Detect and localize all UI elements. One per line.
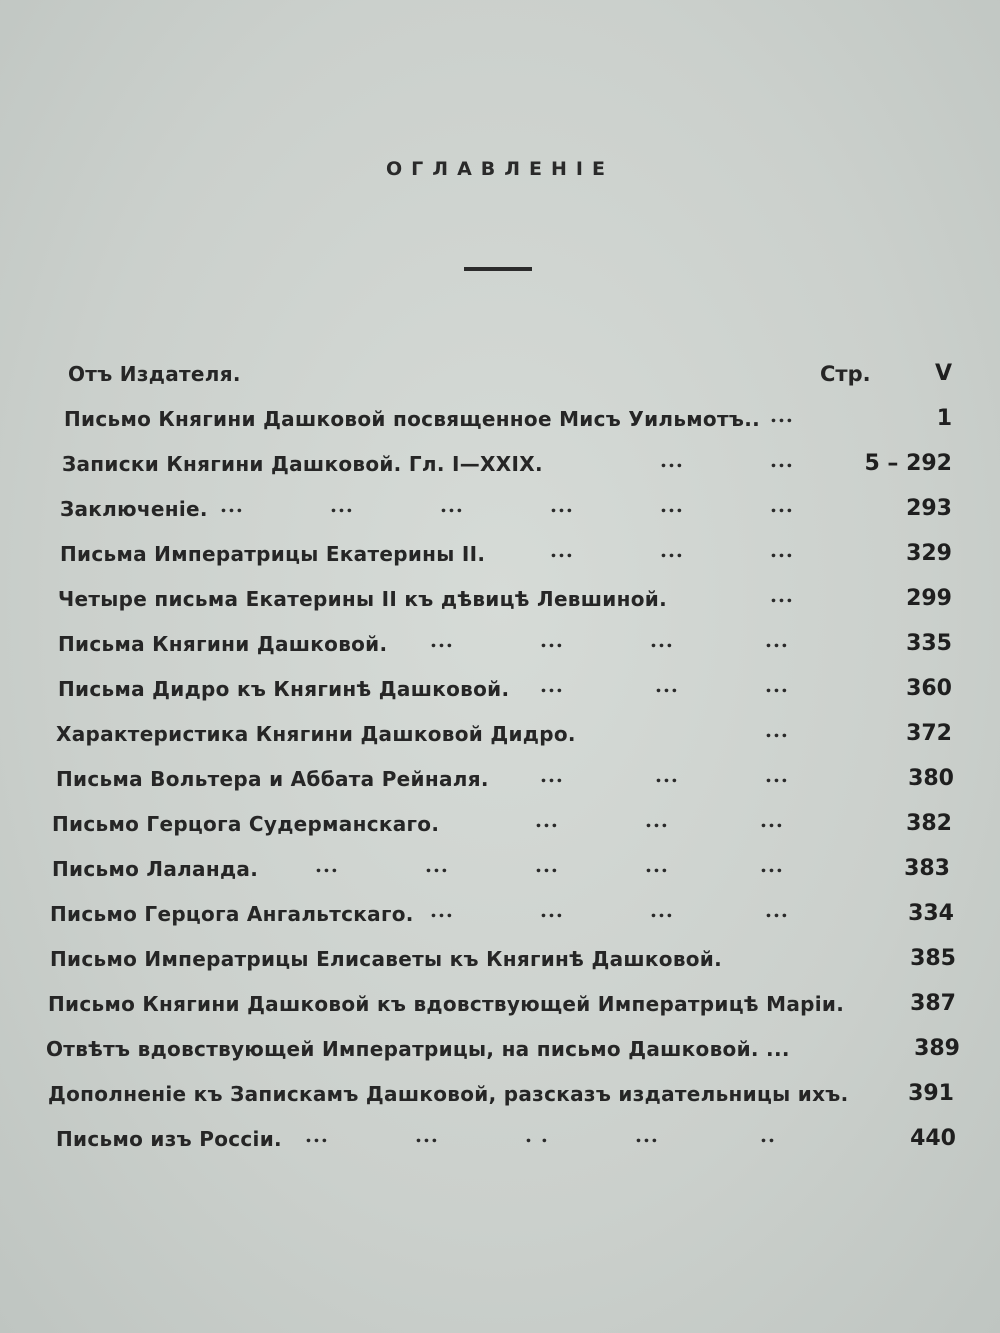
dot-leader: ...	[660, 538, 684, 562]
toc-entry-title: Записки Княгини Дашковой. Гл. I—XXIX.	[62, 452, 543, 476]
page-heading: ОГЛАВЛЕНІЕ	[386, 158, 614, 180]
dot-leader: ...	[660, 493, 684, 517]
toc-entry-page: 382	[906, 811, 952, 836]
toc-entry-page: 389	[914, 1036, 960, 1061]
dot-leader: ...	[540, 673, 564, 697]
dot-leader: ...	[770, 448, 794, 472]
dot-leader: ...	[650, 898, 674, 922]
dot-leader: ...	[765, 673, 789, 697]
dot-leader: ...	[645, 853, 669, 877]
dot-leader: ...	[425, 853, 449, 877]
toc-entry-title: Письма Императрицы Екатерины II.	[60, 542, 486, 566]
table-of-contents	[0, 352, 1000, 1172]
dot-leader: ...	[635, 1123, 659, 1147]
dot-leader: ...	[770, 493, 794, 517]
toc-row	[0, 624, 1000, 664]
toc-entry-title: Письмо Княгини Дашковой посвященное Мисъ Уильмотъ..	[64, 407, 760, 431]
dot-leader: ...	[765, 628, 789, 652]
dot-leader: ...	[540, 628, 564, 652]
toc-row	[0, 1029, 1000, 1069]
toc-entry-page: 299	[906, 586, 952, 611]
toc-row	[0, 444, 1000, 484]
dot-leader: . .	[525, 1123, 549, 1147]
toc-entry-page: 334	[908, 901, 954, 926]
dot-leader: ...	[535, 808, 559, 832]
toc-row	[0, 579, 1000, 619]
toc-entry-page: 329	[906, 541, 952, 566]
toc-entry-title: Характеристика Княгини Дашковой Дидро.	[56, 722, 576, 746]
toc-row	[0, 669, 1000, 709]
heading-rule	[464, 267, 532, 271]
toc-entry-page: 387	[910, 991, 956, 1016]
dot-leader: ...	[660, 448, 684, 472]
toc-entry-page: 293	[906, 496, 952, 521]
toc-entry-title: Четыре письма Екатерины II къ дѣвицѣ Левшиной.	[58, 587, 667, 611]
toc-row	[0, 804, 1000, 844]
dot-leader: ...	[550, 538, 574, 562]
dot-leader: ...	[540, 898, 564, 922]
toc-entry-page: 383	[904, 856, 950, 881]
dot-leader: ...	[330, 493, 354, 517]
dot-leader: ...	[305, 1123, 329, 1147]
dot-leader: ...	[315, 853, 339, 877]
toc-entry-page: 372	[906, 721, 952, 746]
toc-row	[0, 759, 1000, 799]
dot-leader: ...	[415, 1123, 439, 1147]
toc-row	[0, 894, 1000, 934]
toc-row	[0, 849, 1000, 889]
dot-leader: ...	[765, 898, 789, 922]
toc-entry-title: Дополненіе къ Запискамъ Дашковой, разсказъ издательницы ихъ.	[48, 1082, 849, 1106]
toc-entry-page: 5 – 292	[864, 451, 952, 476]
dot-leader: ...	[770, 583, 794, 607]
toc-entry-page: 380	[908, 766, 954, 791]
toc-entry-page: 440	[910, 1126, 956, 1151]
toc-entry-title: Письма Княгини Дашковой.	[58, 632, 388, 656]
dot-leader: ...	[535, 853, 559, 877]
dot-leader: ...	[760, 808, 784, 832]
toc-entry-page: 335	[906, 631, 952, 656]
toc-entry-title: Отъ Издателя.	[68, 362, 241, 386]
dot-leader: ...	[655, 763, 679, 787]
toc-entry-title: Письмо Лаланда.	[52, 857, 259, 881]
dot-leader: ...	[770, 538, 794, 562]
toc-entry-title: Отвѣтъ вдовствующей Императрицы, на письмо Дашковой. ...	[46, 1037, 790, 1061]
toc-entry-page: V	[934, 361, 952, 386]
toc-entry-title: Письмо Герцога Ангальтскаго.	[50, 902, 414, 926]
toc-row	[0, 1119, 1000, 1159]
page-column-label: Стр.	[820, 362, 871, 386]
toc-row	[0, 354, 1000, 394]
dot-leader: ...	[430, 628, 454, 652]
dot-leader: ...	[645, 808, 669, 832]
toc-entry-page: 360	[906, 676, 952, 701]
toc-entry-title: Письма Дидро къ Княгинѣ Дашковой.	[58, 677, 510, 701]
toc-entry-title: Письмо Императрицы Елисаветы къ Княгинѣ Дашковой.	[50, 947, 723, 971]
dot-leader: ...	[770, 403, 794, 427]
toc-entry-title: Письмо Княгини Дашковой къ вдовствующей Императрицѣ Маріи.	[48, 992, 845, 1016]
toc-row	[0, 534, 1000, 574]
dot-leader: ..	[760, 1123, 776, 1147]
toc-entry-title: Заключеніе.	[60, 497, 208, 521]
dot-leader: ...	[760, 853, 784, 877]
dot-leader: ...	[765, 718, 789, 742]
dot-leader: ...	[765, 763, 789, 787]
toc-row	[0, 984, 1000, 1024]
dot-leader: ...	[430, 898, 454, 922]
dot-leader: ...	[220, 493, 244, 517]
dot-leader: ...	[650, 628, 674, 652]
dot-leader: ...	[550, 493, 574, 517]
dot-leader: ...	[540, 763, 564, 787]
toc-entry-title: Письма Вольтера и Аббата Рейналя.	[56, 767, 489, 791]
toc-row	[0, 399, 1000, 439]
toc-entry-page: 1	[936, 406, 952, 431]
dot-leader: ...	[440, 493, 464, 517]
toc-row	[0, 714, 1000, 754]
toc-row	[0, 939, 1000, 979]
toc-row	[0, 1074, 1000, 1114]
toc-entry-title: Письмо Герцога Судерманскаго.	[52, 812, 440, 836]
dot-leader: ...	[655, 673, 679, 697]
toc-row	[0, 489, 1000, 529]
toc-entry-page: 385	[910, 946, 956, 971]
toc-entry-title: Письмо изъ Россіи.	[56, 1127, 282, 1151]
toc-entry-page: 391	[908, 1081, 954, 1106]
